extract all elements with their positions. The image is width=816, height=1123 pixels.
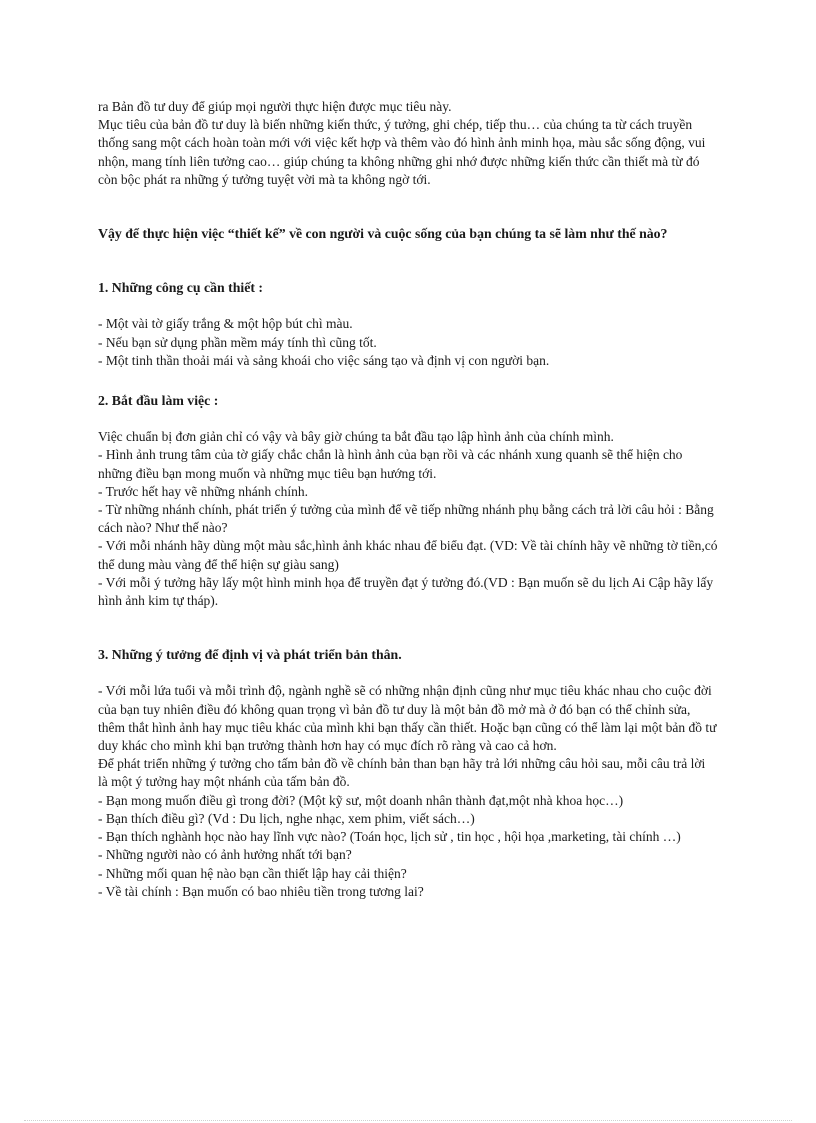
section2-item: - Từ những nhánh chính, phát triển ý tưởng của mình để vẽ tiếp những nhánh phụ bằng cách trả lời câu hỏi : Bằng cách nào? Như thế nào? [98,502,714,536]
question-heading: Vậy để thực hiện việc “thiết kế” về con người và cuộc sống của bạn chúng ta sẽ làm như thế nào? [98,226,668,242]
section1-heading: 1. Những công cụ cần thiết : [98,280,264,296]
section2-item: - Trước hết hay vẽ những nhánh chính. [98,483,308,499]
section3-item: - Với mỗi lứa tuổi và mỗi trình độ, ngành nghề sẽ có những nhận định cũng như mục tiêu khác nhau cho cuộc đời của bạn tuy nhiên điều đó không quan trọng vì bản đồ tư duy là một bản đồ mở mà ở đó bạn có thể chỉnh sửa, thêm thắt hình ảnh hay mục tiêu khác của mình khi bạn thấy cần thiết. Hoặc bạn cũng có thể làm lại một bản đồ tư duy khác cho mình khi bạn trưởng thành hơn hay có mục đích rõ ràng và cao cả hơn. [98,683,717,754]
document-page [98,98,718,901]
page-bottom-rule [24,1120,792,1121]
section3-item: - Những người nào có ảnh hưởng nhất tới bạn? [98,847,352,863]
section3-item: - Bạn mong muốn điều gì trong đời? (Một kỹ sư, một doanh nhân thành đạt,một nhà khoa học…) [98,792,624,808]
section2-item: Việc chuẩn bị đơn giản chỉ có vậy và bây giờ chúng ta bắt đầu tạo lập hình ảnh của chính mình. [98,429,614,445]
section3-item: - Bạn thích điều gì? (Vd : Du lịch, nghe nhạc, xem phim, viết sách…) [98,810,475,826]
section3-item: - Về tài chính : Bạn muốn có bao nhiêu tiền trong tương lai? [98,883,424,899]
section2-item: - Với mỗi nhánh hãy dùng một màu sắc,hình ảnh khác nhau để biểu đạt. (VD: Về tài chính hãy vẽ những tờ tiền,có thể dung màu vàng để thể hiện sự giàu sang) [98,538,718,572]
section1-item: - Nếu bạn sử dụng phần mềm máy tính thì cũng tốt. [98,334,377,350]
section2-heading: 2. Bắt đầu làm việc : [98,393,219,409]
section2-item: - Với mỗi ý tưởng hãy lấy một hình minh họa để truyền đạt ý tưởng đó.(VD : Bạn muốn sẽ du lịch Ai Cập hãy lấy hình ảnh kim tự tháp). [98,574,714,609]
section1-item: - Một vài tờ giấy trắng & một hộp bút chì màu. [98,316,353,332]
section3-item: - Những mối quan hệ nào bạn cần thiết lập hay cải thiện? [98,865,407,881]
section3-heading: 3. Những ý tưởng để định vị và phát triển bản thân. [98,647,402,663]
section3-item: - Bạn thích nghành học nào hay lĩnh vực nào? (Toán học, lịch sử , tin học , hội họa ,marketing, tài chính …) [98,829,681,845]
intro-line: ra Bản đồ tư duy để giúp mọi người thực hiện được mục tiêu này. [98,99,452,114]
intro-paragraph: Mục tiêu của bản đồ tư duy là biến những kiến thức, ý tưởng, ghi chép, tiếp thu… của chúng ta từ cách truyền thống sang một cách hoàn toàn mới với việc kết hợp và thêm vào đó hình ảnh minh họa, màu sắc sống động, vui nhộn, mang tính liên tưởng cao… giúp chúng ta không những ghi nhớ được những kiến thức cần thiết mà từ đó còn bộc phát ra những ý tưởng tuyệt vời mà ta không ngờ tới. [98,117,706,187]
section1-item: - Một tinh thần thoải mái và sảng khoái cho việc sáng tạo và định vị con người bạn. [98,352,550,368]
section2-item: - Hình ảnh trung tâm của tờ giấy chắc chắn là hình ảnh của bạn rồi và các nhánh xung quanh sẽ thể hiện cho những điều bạn mong muốn và những mục tiêu bạn hướng tới. [98,447,683,481]
section3-item: Để phát triển những ý tưởng cho tấm bản đồ về chính bản than bạn hãy trả lới những câu hỏi sau, mỗi câu trả lời là một ý tưởng hay một nhánh của tấm bản đồ. [98,756,706,790]
